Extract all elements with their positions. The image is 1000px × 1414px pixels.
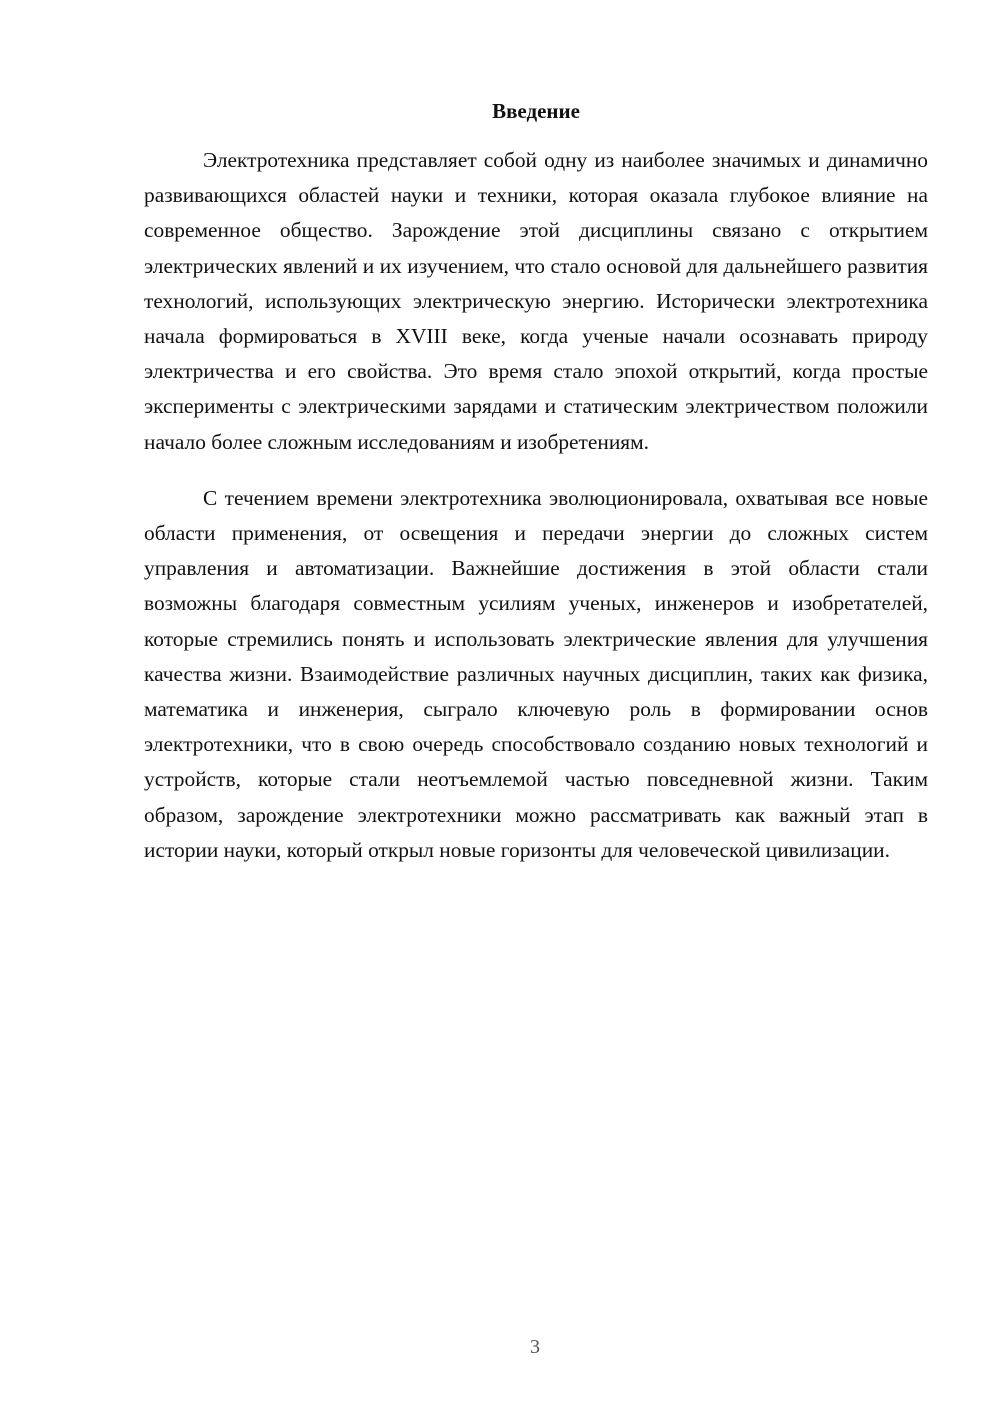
paragraph-1: Электротехника представляет собой одну из наиболее значимых и динамично развивающихся областей науки и техники, которая оказала глубокое влияние на современное общество. Зарождение этой дисциплины связано с открытием электрических явлений и их изучением, что стало основой для дальнейшего развития технологий, использующих электрическую энергию. Исторически электротехника начала формироваться в XVIII веке, когда ученые начали осознавать природу электричества и его свойства. Это время стало эпохой открытий, когда простые эксперименты с электрическими зарядами и статическим электричеством положили начало более сложным исследованиям и изобретениям. (144, 148, 928, 454)
body-text (144, 143, 928, 868)
section-title: Введение (492, 99, 580, 123)
paragraph-2: С течением времени электротехника эволюционировала, охватывая все новые области применения, от освещения и передачи энергии до сложных систем управления и автоматизации. Важнейшие достижения в этой области стали возможны благодаря совместным усилиям ученых, инженеров и изобретателей, которые стремились понять и использовать электрические явления для улучшения качества жизни. Взаимодействие различных научных дисциплин, таких как физика, математика и инженерия, сыграло ключевую роль в формировании основ электротехники, что в свою очередь способствовало созданию новых технологий и устройств, которые стали неотъемлемой частью повседневной жизни. Таким образом, зарождение электротехники можно рассматривать как важный этап в истории науки, который открыл новые горизонты для человеческой цивилизации. (144, 485, 928, 862)
page-number: 3 (530, 1336, 540, 1358)
